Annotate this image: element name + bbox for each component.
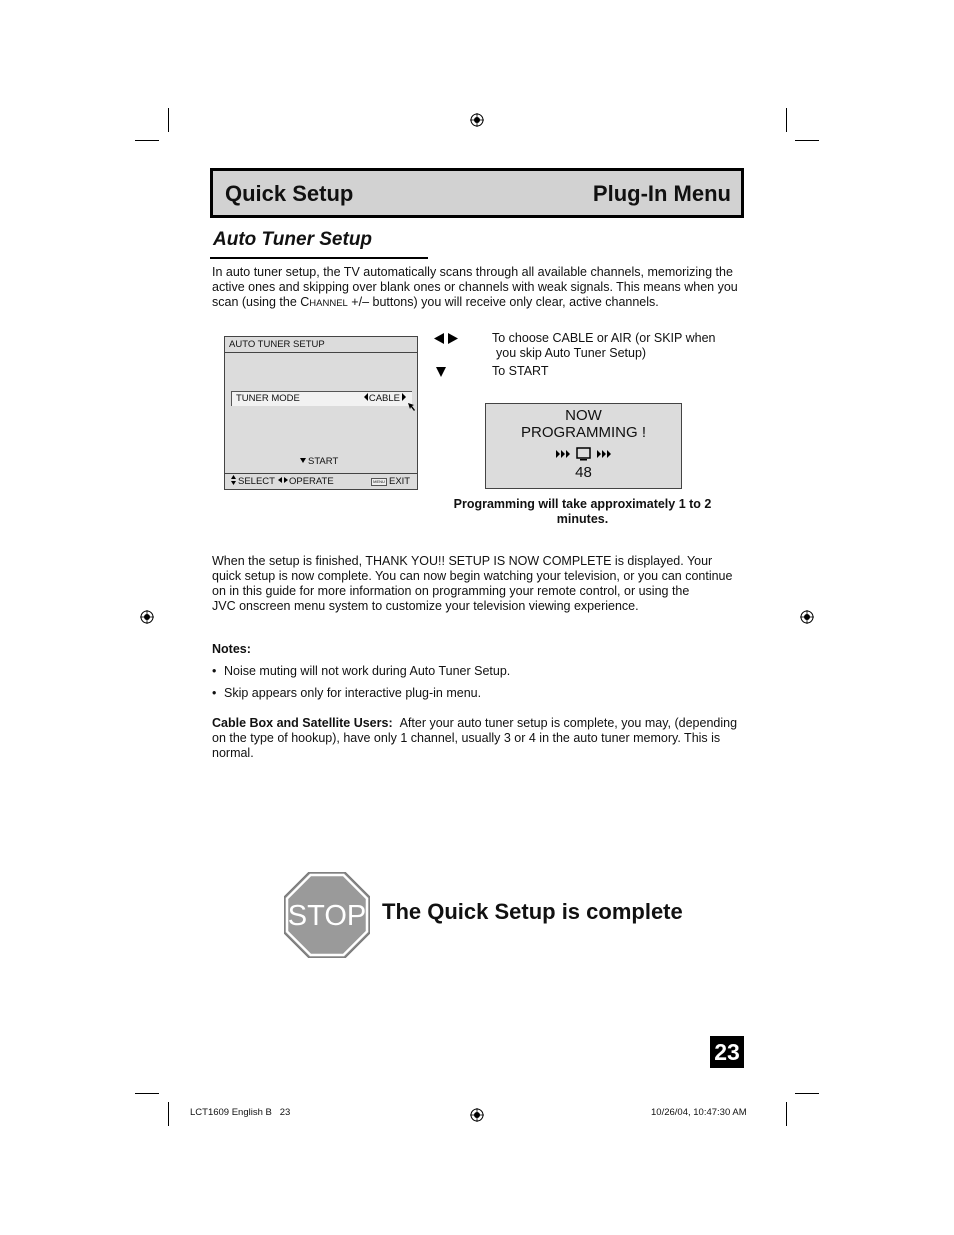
left-right-arrows-icon: [434, 333, 458, 344]
intro-text-1: In auto tuner setup, the TV automatically scans through all available channels, memorizing the active ones and skipping over blank ones or channels with weak signals. This means when you scan (using the C: [212, 265, 738, 309]
osd-row-label: TUNER MODE: [236, 393, 300, 404]
left-right-small-arrows-icon: [278, 474, 288, 489]
cable-box-line3: normal.: [212, 746, 254, 760]
section-title: Auto Tuner Setup: [213, 229, 373, 250]
cable-box-line2: on the type of hookup), have only 1 channel, usually 3 or 4 in the auto tuner memory. This is: [212, 731, 721, 745]
crop-mark: [168, 108, 169, 132]
crop-mark: [168, 1102, 169, 1126]
now-line1: NOW: [565, 407, 602, 424]
intro-smallcaps: HANNEL: [309, 298, 348, 309]
caption-line1: Programming will take approximately 1 to 2: [453, 497, 712, 511]
stop-sign-text: STOP: [287, 900, 367, 932]
complete-line: JVC onscreen menu system to customize your television viewing experience.: [212, 599, 639, 613]
osd-footer: [225, 473, 417, 489]
osd-footer-exit: EXIT: [389, 476, 411, 487]
down-arrow-icon: [436, 367, 446, 377]
cable-box-label: Cable Box and Satellite Users:: [212, 716, 393, 730]
osd-header: AUTO TUNER SETUP: [225, 337, 417, 353]
note-item: Noise muting will not work during Auto Tuner Setup.: [224, 664, 511, 678]
now-channel: 48: [575, 464, 592, 481]
cable-box-line1: After your auto tuner setup is complete, you may, (depending: [399, 716, 738, 730]
intro-paragraph: [212, 265, 744, 311]
up-down-arrows-icon: [231, 474, 236, 489]
crop-mark: [795, 140, 819, 141]
page-header: [210, 168, 744, 218]
stop-sign-icon: [284, 872, 370, 958]
instruction-1-line1: To choose CABLE or AIR (or SKIP when: [492, 331, 716, 345]
registration-mark-icon: [140, 610, 154, 624]
cable-box-paragraph: [212, 716, 752, 761]
complete-heading: The Quick Setup is complete: [382, 899, 683, 924]
header-left-title: Quick Setup: [225, 181, 354, 206]
instruction-2: To START: [492, 364, 549, 378]
note-bullet: •: [212, 686, 217, 700]
right-triangle-icon: [402, 393, 406, 401]
cursor-icon: [408, 403, 416, 411]
footer-right: 10/26/04, 10:47:30 AM: [651, 1107, 747, 1118]
intro-text-2: +/– buttons) you will receive only clear, active channels.: [347, 295, 659, 309]
instruction-1-line2: you skip Auto Tuner Setup): [496, 346, 647, 360]
osd-row-value-wrap: [364, 392, 406, 406]
crop-mark: [135, 1093, 159, 1094]
section-rule: [210, 257, 428, 259]
left-triangle-icon: [364, 393, 368, 401]
auto-tuner-osd: [224, 336, 418, 490]
note-item: Skip appears only for interactive plug-in menu.: [224, 686, 482, 700]
osd-tuner-mode-row: [231, 391, 412, 406]
crop-mark: [786, 108, 787, 132]
programming-caption: [440, 497, 725, 527]
page-number: 23: [710, 1036, 744, 1068]
osd-footer-operate: OPERATE: [289, 476, 334, 487]
down-triangle-icon: [300, 458, 306, 463]
osd-row-value: CABLE: [368, 393, 400, 404]
note-bullet: •: [212, 664, 217, 678]
complete-line: When the setup is finished, THANK YOU!! SETUP IS NOW COMPLETE is displayed. Your: [212, 554, 713, 568]
registration-mark-icon: [470, 113, 484, 127]
footer-left: LCT1609 English B 23: [190, 1107, 291, 1118]
now-programming-box: [485, 403, 682, 489]
header-right-title: Plug-In Menu: [592, 181, 731, 206]
crop-mark: [135, 140, 159, 141]
caption-line2: minutes.: [556, 512, 609, 526]
now-line2: PROGRAMMING !: [520, 424, 646, 441]
notes-title: Notes:: [212, 642, 251, 656]
registration-mark-icon: [800, 610, 814, 624]
osd-start: [300, 456, 338, 467]
complete-line: on in this guide for more information on programming your remote control, or using the: [212, 584, 690, 598]
crop-mark: [795, 1093, 819, 1094]
complete-paragraph: [212, 554, 752, 614]
programming-progress-icon: [556, 447, 612, 461]
crop-mark: [786, 1102, 787, 1126]
registration-mark-icon: [470, 1108, 484, 1122]
osd-footer-select: SELECT: [238, 476, 275, 487]
osd-menu-key: MENU: [371, 478, 387, 486]
osd-start-label: START: [308, 456, 339, 467]
complete-line: quick setup is now complete. You can now begin watching your television, or you can continue: [212, 569, 733, 583]
